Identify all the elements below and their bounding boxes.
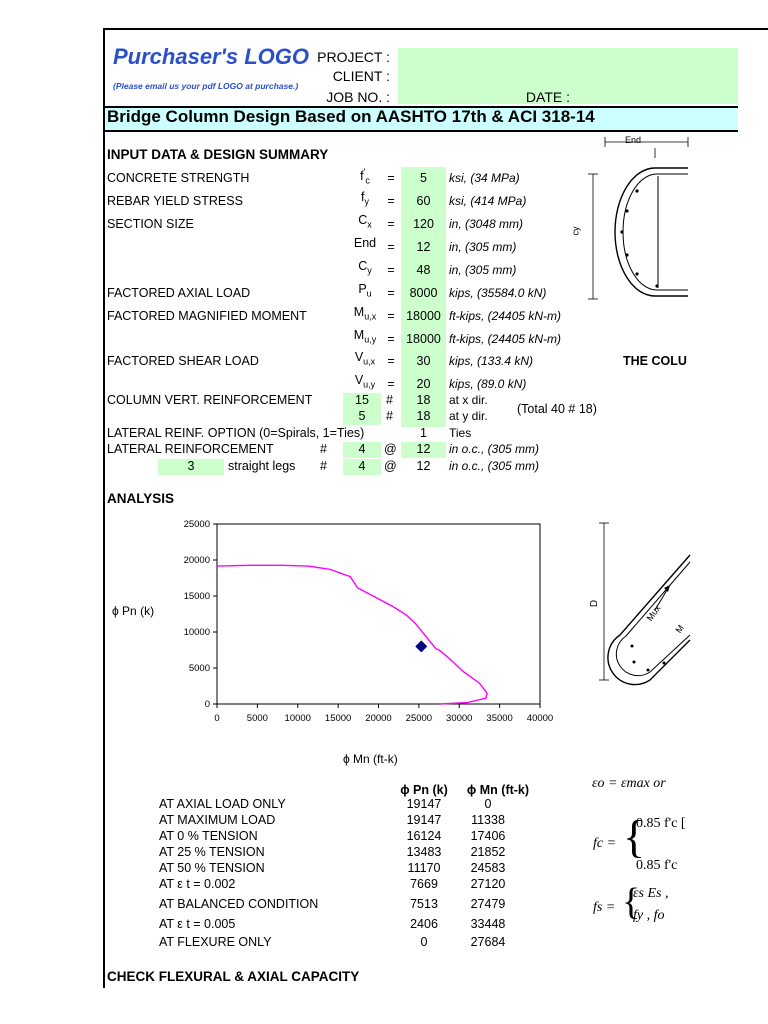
input-label: CONCRETE STRENGTH: [107, 171, 250, 185]
result-pn: 7669: [410, 877, 438, 891]
purchaser-logo: Purchaser's LOGO: [113, 44, 309, 69]
input-unit: in, (3048 mm): [449, 217, 524, 231]
input-label: SECTION SIZE: [107, 217, 194, 231]
input-unit: ksi, (34 MPa): [449, 171, 520, 185]
fig-cy-label: cy: [570, 226, 581, 236]
lateral-at-2: @: [384, 459, 397, 473]
symbol-main: M: [353, 328, 365, 342]
symbol-sub: u,x: [364, 311, 377, 322]
x-tick-label: 5000: [246, 713, 268, 724]
input-symbol: [350, 350, 380, 367]
input-label: FACTORED AXIAL LOAD: [107, 286, 251, 300]
symbol-main: f: [360, 169, 364, 184]
lateral-size-2[interactable]: 4: [343, 459, 381, 475]
symbol-main: C: [358, 213, 368, 227]
column-section-figure-2: [590, 520, 768, 690]
symbol-main: C: [358, 259, 368, 273]
equals-sign: =: [387, 286, 395, 300]
equals-sign: =: [387, 194, 395, 208]
lateral-hash-2: #: [320, 459, 327, 473]
sheet-left-border: [103, 28, 105, 988]
input-symbol: [350, 305, 380, 322]
interaction-curve: [217, 565, 487, 704]
column-reinf-label: COLUMN VERT. REINFORCEMENT: [107, 393, 313, 407]
legs-count[interactable]: 3: [158, 459, 224, 475]
lateral-reinf-label: LATERAL REINFORCEMENT: [107, 442, 274, 456]
table-header-pn: ϕ Pn (k): [400, 783, 448, 797]
input-value[interactable]: 60: [416, 194, 431, 208]
input-value[interactable]: 18000: [406, 309, 441, 323]
y-tick-label: 0: [204, 699, 210, 710]
input-symbol: [350, 259, 380, 276]
project-label: PROJECT :: [317, 49, 390, 65]
reinf-y-dir: at y dir.: [449, 409, 488, 423]
fig-end-label: End: [625, 135, 642, 145]
reinf-total: (Total 40 # 18): [517, 402, 597, 416]
equals-sign: =: [387, 377, 395, 391]
symbol-sub: c: [365, 175, 370, 186]
reinf-x-dir: at x dir.: [449, 393, 488, 407]
analysis-heading: ANALYSIS: [107, 491, 175, 506]
input-label: FACTORED SHEAR LOAD: [107, 354, 259, 368]
input-value[interactable]: 20: [416, 377, 431, 391]
formula-fs-line1: εs Es ,: [633, 886, 669, 901]
x-tick-label: 15000: [324, 713, 352, 724]
fig2-m-label: M: [673, 623, 686, 635]
y-tick-label: 5000: [188, 663, 210, 674]
input-value[interactable]: 48: [416, 263, 431, 277]
formula-fs-line2: fy , fo: [633, 908, 665, 923]
input-value[interactable]: 18000: [406, 332, 441, 346]
load-point-marker: [415, 640, 427, 652]
equals-sign: =: [387, 309, 395, 323]
result-mn: 27479: [470, 897, 506, 911]
symbol-main: End: [353, 236, 377, 250]
input-symbol: [350, 236, 380, 250]
lateral-option-text: Ties: [449, 426, 472, 440]
result-label: AT FLEXURE ONLY: [159, 935, 272, 949]
x-tick-label: 30000: [446, 713, 473, 724]
result-pn: 19147: [406, 797, 442, 811]
symbol-sub: u,y: [363, 379, 376, 390]
input-symbol: [350, 373, 380, 390]
result-label: AT 50 % TENSION: [159, 861, 265, 875]
symbol-main: P: [358, 282, 367, 296]
formula-fc-line1: 0.85 f'c [: [636, 816, 686, 831]
input-value[interactable]: 5: [420, 171, 427, 185]
lateral-unit-2: in o.c., (305 mm): [449, 459, 540, 473]
input-heading: INPUT DATA & DESIGN SUMMARY: [107, 147, 329, 162]
equals-sign: =: [387, 354, 395, 368]
reinf-x-hash: #: [386, 393, 393, 407]
result-mn: 21852: [470, 845, 506, 859]
input-symbol: [350, 190, 380, 207]
plot-frame: [217, 524, 540, 704]
result-mn: 24583: [470, 861, 506, 875]
result-label: AT MAXIMUM LOAD: [159, 813, 276, 827]
x-tick-label: 10000: [284, 713, 311, 724]
input-unit: ft-kips, (24405 kN-m): [449, 309, 562, 323]
lateral-spacing-1[interactable]: 12: [401, 442, 446, 458]
sheet-top-border: [103, 28, 768, 30]
reinf-x-count[interactable]: 15: [343, 393, 381, 409]
symbol-sub: u: [366, 288, 372, 299]
result-mn: 33448: [470, 917, 506, 931]
equals-sign: =: [387, 263, 395, 277]
result-label: AT ε t = 0.005: [159, 917, 236, 931]
result-label: AT 0 % TENSION: [159, 829, 258, 843]
equals-sign: =: [387, 217, 395, 231]
result-pn: 19147: [406, 813, 442, 827]
equals-sign: =: [387, 332, 395, 346]
y-tick-label: 10000: [183, 627, 210, 638]
table-header-mn: ϕ Mn (ft-k): [466, 783, 530, 797]
date-label: DATE :: [525, 89, 570, 105]
result-label: AT AXIAL LOAD ONLY: [159, 797, 286, 811]
result-mn: 27684: [470, 935, 506, 949]
symbol-main: V: [354, 350, 364, 364]
formula-eps: εo = εmax or: [592, 776, 666, 791]
reinf-y-size[interactable]: 18: [416, 409, 431, 423]
symbol-main: V: [354, 373, 364, 387]
chart-ylabel: ϕ Pn (k): [112, 604, 155, 618]
reinf-x-size[interactable]: 18: [416, 393, 431, 407]
symbol-main: M: [353, 305, 365, 319]
lateral-unit-1: in o.c., (305 mm): [449, 442, 540, 456]
column-section-figure: [585, 134, 768, 304]
input-unit: kips, (133.4 kN): [449, 354, 534, 368]
y-tick-label: 20000: [183, 555, 210, 566]
input-label: REBAR YIELD STRESS: [107, 194, 243, 208]
symbol-sub: y: [364, 196, 369, 207]
lateral-at-1: @: [384, 442, 397, 456]
result-pn: 16124: [406, 829, 442, 843]
input-unit: kips, (89.0 kN): [449, 377, 527, 391]
y-tick-label: 15000: [183, 591, 210, 602]
result-mn: 27120: [470, 877, 506, 891]
symbol-main: f: [361, 190, 365, 204]
result-mn: 11338: [471, 813, 505, 827]
y-tick-label: 25000: [183, 519, 210, 530]
job-no-label: JOB NO. :: [326, 89, 390, 105]
legs-label: straight legs: [228, 459, 296, 473]
symbol-sub: x: [367, 219, 372, 230]
input-unit: ft-kips, (24405 kN-m): [449, 332, 562, 346]
input-symbol: [350, 213, 380, 230]
result-label: AT 25 % TENSION: [159, 845, 265, 859]
result-pn: 13483: [406, 845, 442, 859]
symbol-sub: u,x: [363, 356, 376, 367]
formula-fc-brace: {: [623, 811, 646, 862]
fig2-d-label: D: [589, 599, 601, 608]
x-tick-label: 40000: [526, 713, 554, 724]
input-value[interactable]: 8000: [409, 286, 438, 300]
result-mn: 17406: [470, 829, 506, 843]
x-tick-label: 20000: [365, 713, 392, 724]
lateral-option-label: LATERAL REINF. OPTION (0=Spirals, 1=Ties): [107, 426, 365, 440]
chart-xlabel: ϕ Mn (ft-k): [343, 752, 398, 766]
input-unit: ksi, (414 MPa): [449, 194, 527, 208]
result-pn: 0: [420, 935, 428, 949]
input-unit: in, (305 mm): [449, 263, 517, 277]
equals-sign: =: [387, 240, 395, 254]
result-pn: 7513: [410, 897, 438, 911]
input-label: FACTORED MAGNIFIED MOMENT: [107, 309, 307, 323]
symbol-sub: y: [367, 265, 372, 276]
result-pn: 2406: [410, 917, 438, 931]
formula-fc-label: fc =: [593, 836, 617, 851]
lateral-size-1[interactable]: 4: [343, 442, 381, 458]
result-label: AT ε t = 0.002: [159, 877, 236, 891]
result-mn: 0: [484, 797, 492, 811]
fig2-mux-label: Mux: [644, 603, 663, 623]
symbol-sub: u,y: [364, 334, 377, 345]
x-tick-label: 25000: [405, 713, 433, 724]
formula-fs-label: fs =: [593, 900, 616, 915]
formula-fs-brace: {: [622, 881, 641, 923]
lateral-spacing-2[interactable]: 12: [416, 459, 431, 473]
check-capacity-heading: CHECK FLEXURAL & AXIAL CAPACITY: [107, 969, 360, 984]
result-pn: 11170: [407, 861, 441, 875]
client-label: CLIENT :: [332, 68, 390, 84]
formula-fc-line2: 0.85 f'c: [636, 858, 678, 873]
input-unit: kips, (35584.0 kN): [449, 286, 547, 300]
x-tick-label: 35000: [486, 713, 513, 724]
lateral-option-value[interactable]: 1: [420, 426, 427, 440]
input-symbol: [350, 328, 380, 345]
result-label: AT BALANCED CONDITION: [159, 897, 319, 911]
symbol-sup: ': [363, 167, 366, 177]
page-title: Bridge Column Design Based on AASHTO 17th & ACI 318-14: [107, 107, 595, 126]
lateral-hash-1: #: [320, 442, 327, 456]
column-side-heading: THE COLU: [623, 354, 687, 368]
logo-note: (Please email us your pdf LOGO at purchase.): [113, 81, 299, 91]
input-value[interactable]: 30: [416, 354, 431, 368]
equals-sign: =: [387, 171, 395, 185]
input-symbol: [350, 167, 380, 186]
reinf-y-hash: #: [386, 409, 393, 423]
input-unit: in, (305 mm): [449, 240, 517, 254]
interaction-diagram: [100, 510, 570, 780]
input-value[interactable]: 12: [416, 240, 431, 254]
input-value[interactable]: 120: [413, 217, 434, 231]
input-symbol: [350, 282, 380, 299]
x-tick-label: 0: [214, 713, 220, 724]
reinf-y-count[interactable]: 5: [343, 409, 381, 425]
